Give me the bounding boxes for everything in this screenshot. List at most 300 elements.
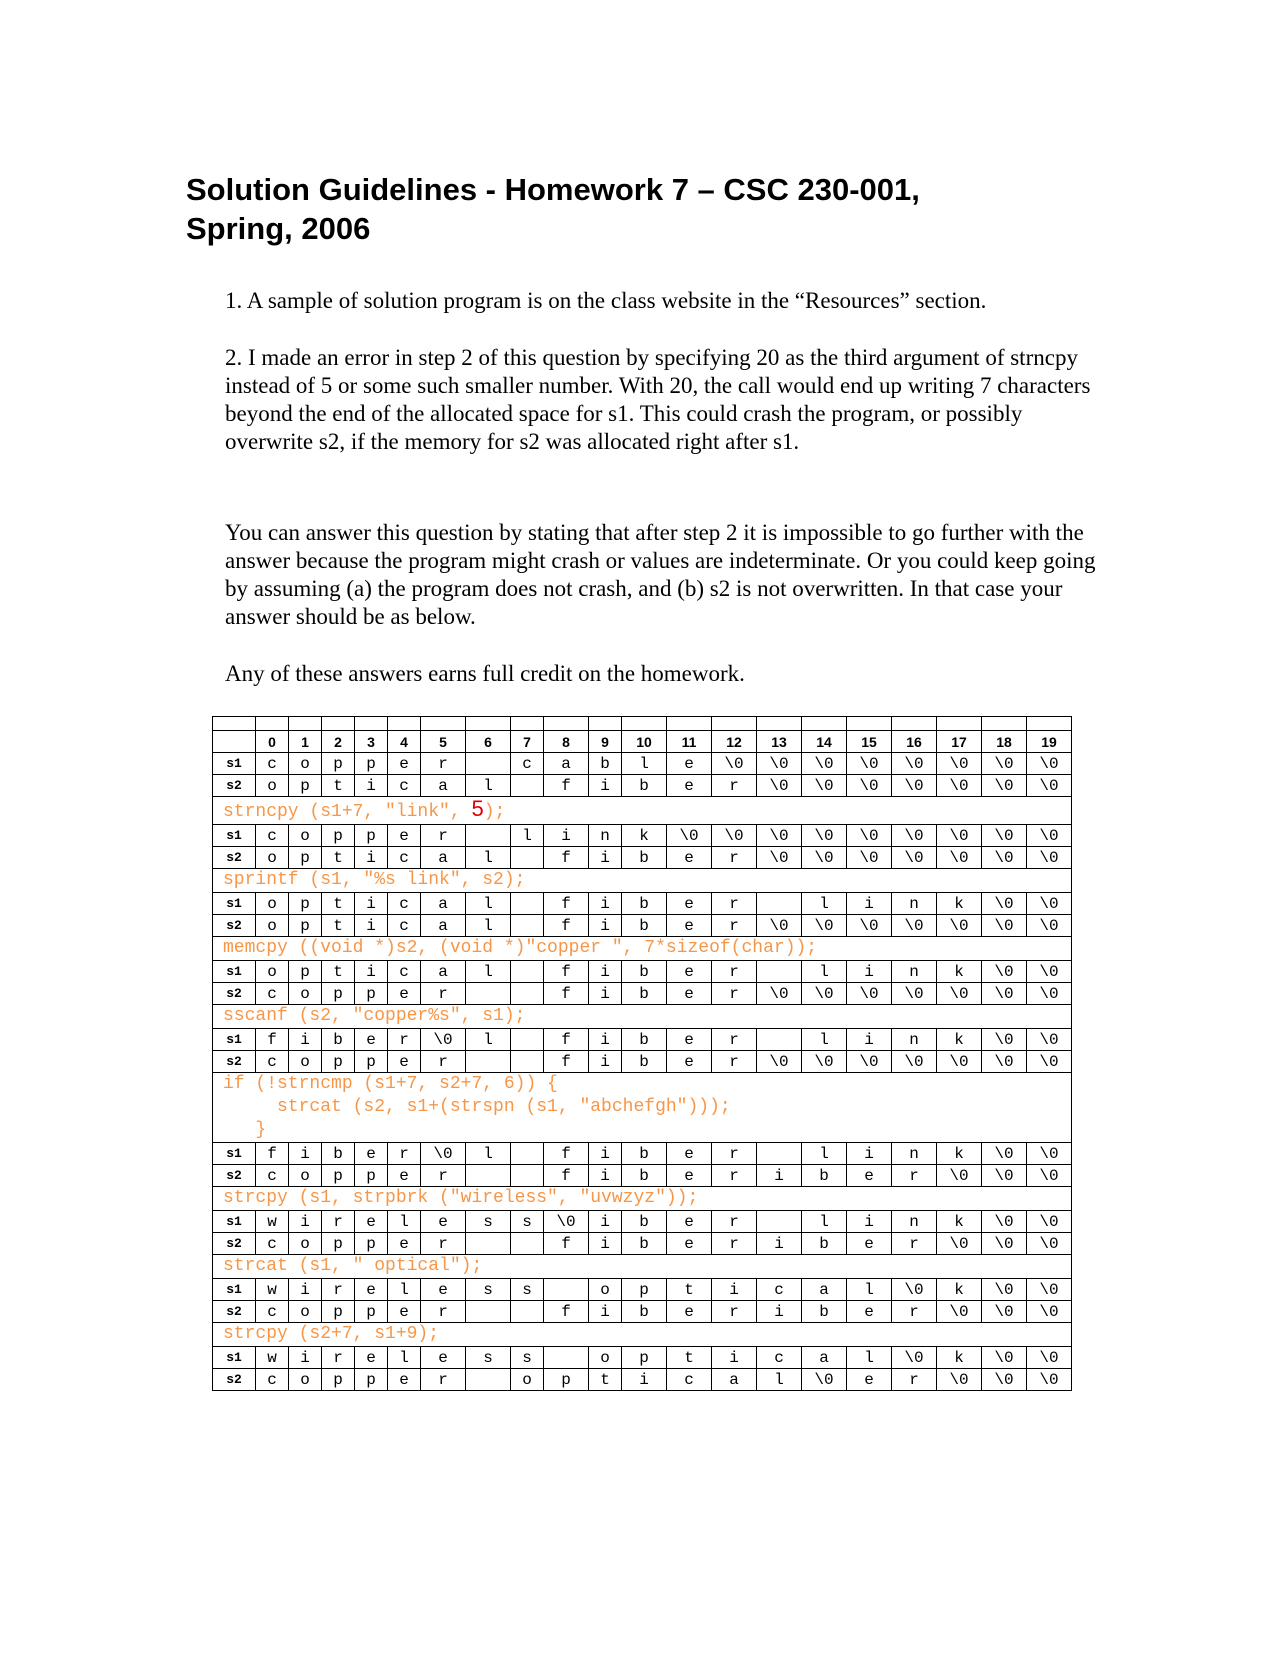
code-text: memcpy ((void *)s2, (void *)"copper ", 7*sizeof(char)); — [223, 938, 818, 958]
char-cell: o — [589, 1347, 622, 1369]
index-cell: 10 — [622, 731, 667, 753]
char-cell: s — [466, 1279, 511, 1301]
table-row — [213, 961, 1072, 983]
row-label: s1 — [213, 1279, 256, 1301]
char-cell: \0 — [892, 775, 937, 797]
char-cell: \0 — [847, 847, 892, 869]
char-cell: p — [355, 825, 388, 847]
table-row — [213, 1211, 1072, 1233]
char-cell: k — [937, 1279, 982, 1301]
char-cell: \0 — [544, 1211, 589, 1233]
char-cell: p — [355, 1051, 388, 1073]
code-row — [213, 1323, 1072, 1347]
char-cell: p — [322, 1051, 355, 1073]
char-cell: w — [256, 1211, 289, 1233]
char-cell: p — [289, 847, 322, 869]
char-cell: \0 — [892, 1279, 937, 1301]
index-cell: 11 — [667, 731, 712, 753]
char-cell: \0 — [757, 775, 802, 797]
char-cell: o — [511, 1369, 544, 1391]
blank-cell — [589, 717, 622, 731]
char-cell: p — [322, 983, 355, 1005]
char-cell: l — [847, 1347, 892, 1369]
char-cell: c — [256, 1301, 289, 1323]
blank-cell — [892, 717, 937, 731]
char-cell: o — [256, 847, 289, 869]
char-cell: \0 — [892, 1051, 937, 1073]
row-label: s1 — [213, 825, 256, 847]
char-cell: l — [466, 847, 511, 869]
char-cell: i — [289, 1211, 322, 1233]
char-cell: r — [421, 1051, 466, 1073]
code-row — [213, 1187, 1072, 1211]
row-label: s1 — [213, 1029, 256, 1051]
char-cell: \0 — [982, 893, 1027, 915]
table-row — [213, 847, 1072, 869]
char-cell: \0 — [847, 775, 892, 797]
char-cell — [466, 753, 511, 775]
char-cell: n — [892, 961, 937, 983]
char-cell: b — [622, 1211, 667, 1233]
blank-cell — [466, 717, 511, 731]
index-cell: 5 — [421, 731, 466, 753]
char-cell: f — [544, 893, 589, 915]
char-cell: \0 — [757, 915, 802, 937]
table-row — [213, 1143, 1072, 1165]
char-cell: p — [289, 775, 322, 797]
char-cell: \0 — [982, 1369, 1027, 1391]
char-cell: r — [892, 1233, 937, 1255]
char-cell: i — [712, 1279, 757, 1301]
char-cell: e — [388, 825, 421, 847]
char-cell: e — [355, 1143, 388, 1165]
char-cell: i — [847, 961, 892, 983]
char-cell: b — [622, 1233, 667, 1255]
char-cell: r — [322, 1279, 355, 1301]
char-cell: e — [667, 775, 712, 797]
char-cell: t — [322, 961, 355, 983]
char-cell: i — [355, 893, 388, 915]
char-cell: b — [622, 1143, 667, 1165]
char-cell: e — [667, 1165, 712, 1187]
char-cell: e — [421, 1211, 466, 1233]
char-cell: k — [937, 1347, 982, 1369]
char-cell: w — [256, 1279, 289, 1301]
char-cell: l — [466, 1143, 511, 1165]
char-cell: f — [544, 1051, 589, 1073]
paragraph-2: 2. I made an error in step 2 of this question by specifying 20 as the third argument of strncpy instead of 5 or some such smaller number. With 20, the call would end up writing 7 characters beyond the end of the allocated space for s1. This could crash the program, or possibly overwrite s2, if the memory for s2 was allocated right after s1. — [225, 345, 1091, 454]
char-cell — [511, 1165, 544, 1187]
char-cell: b — [802, 1301, 847, 1323]
char-cell: \0 — [847, 825, 892, 847]
char-cell: r — [712, 1051, 757, 1073]
table-row — [213, 1279, 1072, 1301]
char-cell: o — [289, 825, 322, 847]
code-text: strcpy (s2+7, s1+9); — [223, 1324, 440, 1344]
char-cell: r — [712, 893, 757, 915]
char-cell: r — [421, 1369, 466, 1391]
char-cell — [511, 1051, 544, 1073]
char-cell: n — [892, 1029, 937, 1051]
char-cell: r — [712, 983, 757, 1005]
row-label: s2 — [213, 847, 256, 869]
char-cell: \0 — [667, 825, 712, 847]
char-cell: l — [466, 1029, 511, 1051]
char-cell: c — [388, 775, 421, 797]
char-cell: r — [322, 1211, 355, 1233]
char-cell: p — [289, 961, 322, 983]
char-cell: c — [667, 1369, 712, 1391]
blank-cell — [937, 717, 982, 731]
table-row — [213, 1301, 1072, 1323]
index-cell: 12 — [712, 731, 757, 753]
char-cell: \0 — [1027, 983, 1072, 1005]
char-cell: e — [421, 1347, 466, 1369]
char-cell: o — [256, 775, 289, 797]
index-cell: 7 — [511, 731, 544, 753]
char-cell — [466, 1233, 511, 1255]
char-cell — [511, 1233, 544, 1255]
char-cell: r — [892, 1301, 937, 1323]
char-cell: r — [712, 1143, 757, 1165]
char-cell: \0 — [1027, 961, 1072, 983]
char-cell: o — [289, 1369, 322, 1391]
char-cell: i — [712, 1347, 757, 1369]
char-cell: l — [388, 1347, 421, 1369]
table-row — [213, 825, 1072, 847]
code-row — [213, 1255, 1072, 1279]
char-cell: r — [322, 1347, 355, 1369]
memory-table — [212, 716, 1072, 1391]
row-label: s2 — [213, 775, 256, 797]
char-cell: p — [322, 753, 355, 775]
char-cell: l — [622, 753, 667, 775]
char-cell: e — [667, 961, 712, 983]
char-cell: p — [322, 1165, 355, 1187]
char-cell — [757, 893, 802, 915]
char-cell: \0 — [937, 1051, 982, 1073]
char-cell: p — [289, 915, 322, 937]
char-cell: \0 — [982, 1347, 1027, 1369]
char-cell: t — [667, 1347, 712, 1369]
char-cell: i — [589, 1165, 622, 1187]
char-cell: o — [289, 1301, 322, 1323]
code-statement — [213, 1255, 1072, 1279]
char-cell: b — [622, 1301, 667, 1323]
char-cell: \0 — [712, 753, 757, 775]
char-cell: e — [667, 1233, 712, 1255]
char-cell: \0 — [712, 825, 757, 847]
char-cell: i — [589, 1301, 622, 1323]
char-cell: i — [589, 1211, 622, 1233]
char-cell: l — [802, 1211, 847, 1233]
row-label: s2 — [213, 1369, 256, 1391]
char-cell: b — [622, 775, 667, 797]
char-cell: \0 — [937, 753, 982, 775]
char-cell: i — [589, 775, 622, 797]
code-statement — [213, 1187, 1072, 1211]
char-cell — [466, 1301, 511, 1323]
char-cell: \0 — [1027, 847, 1072, 869]
row-label: s2 — [213, 915, 256, 937]
char-cell: e — [667, 847, 712, 869]
char-cell: s — [511, 1279, 544, 1301]
char-cell: i — [589, 893, 622, 915]
char-cell: p — [355, 1369, 388, 1391]
char-cell: a — [421, 915, 466, 937]
code-statement — [213, 1073, 1072, 1143]
paragraph-4: Any of these answers earns full credit on the homework. — [225, 661, 745, 686]
char-cell — [757, 1211, 802, 1233]
index-cell: 6 — [466, 731, 511, 753]
index-cell: 13 — [757, 731, 802, 753]
char-cell — [511, 847, 544, 869]
char-cell: k — [937, 1029, 982, 1051]
char-cell: r — [712, 1211, 757, 1233]
char-cell: b — [622, 1029, 667, 1051]
row-label: s2 — [213, 1051, 256, 1073]
code-statement — [213, 937, 1072, 961]
table-row — [213, 893, 1072, 915]
char-cell: l — [802, 1143, 847, 1165]
char-cell — [466, 1165, 511, 1187]
char-cell: \0 — [982, 1051, 1027, 1073]
char-cell: \0 — [847, 1051, 892, 1073]
char-cell: c — [388, 915, 421, 937]
char-cell: \0 — [937, 1165, 982, 1187]
char-cell — [466, 983, 511, 1005]
blank-cell — [802, 717, 847, 731]
blank-cell — [667, 717, 712, 731]
char-cell — [511, 775, 544, 797]
char-cell: \0 — [937, 825, 982, 847]
char-cell: b — [622, 893, 667, 915]
char-cell: l — [466, 775, 511, 797]
char-cell: k — [937, 961, 982, 983]
char-cell: i — [847, 893, 892, 915]
row-label: s2 — [213, 1233, 256, 1255]
code-statement — [213, 1005, 1072, 1029]
char-cell: o — [289, 983, 322, 1005]
char-cell: \0 — [892, 825, 937, 847]
char-cell: i — [589, 847, 622, 869]
char-cell: o — [289, 1233, 322, 1255]
char-cell: b — [622, 1165, 667, 1187]
char-cell: \0 — [757, 983, 802, 1005]
char-cell: \0 — [421, 1143, 466, 1165]
char-cell: b — [622, 847, 667, 869]
char-cell: f — [544, 961, 589, 983]
char-cell: r — [712, 961, 757, 983]
char-cell — [544, 1347, 589, 1369]
char-cell: f — [544, 847, 589, 869]
char-cell: \0 — [892, 1347, 937, 1369]
char-cell: i — [589, 1233, 622, 1255]
char-cell: i — [847, 1029, 892, 1051]
char-cell: \0 — [1027, 1369, 1072, 1391]
char-cell: e — [667, 1211, 712, 1233]
char-cell: \0 — [1027, 893, 1072, 915]
char-cell — [466, 1369, 511, 1391]
char-cell: e — [667, 753, 712, 775]
char-cell: c — [388, 847, 421, 869]
char-cell: \0 — [982, 1279, 1027, 1301]
char-cell: b — [589, 753, 622, 775]
char-cell: \0 — [847, 753, 892, 775]
char-cell: c — [388, 893, 421, 915]
char-cell: c — [256, 753, 289, 775]
blank-cell — [544, 717, 589, 731]
char-cell: l — [466, 915, 511, 937]
char-cell: e — [847, 1165, 892, 1187]
code-row — [213, 869, 1072, 893]
char-cell: \0 — [892, 915, 937, 937]
char-cell: i — [544, 825, 589, 847]
char-cell — [466, 825, 511, 847]
index-cell: 15 — [847, 731, 892, 753]
char-cell: e — [667, 1301, 712, 1323]
char-cell: \0 — [982, 753, 1027, 775]
table-row — [213, 1165, 1072, 1187]
char-cell: \0 — [1027, 1143, 1072, 1165]
blank-cell — [1027, 717, 1072, 731]
code-text: strncpy (s1+7, "link", — [223, 802, 472, 822]
char-cell: l — [847, 1279, 892, 1301]
char-cell: \0 — [982, 915, 1027, 937]
char-cell: i — [289, 1279, 322, 1301]
blank-cell — [213, 717, 256, 731]
index-corner-cell — [213, 731, 256, 753]
index-cell: 1 — [289, 731, 322, 753]
index-cell: 3 — [355, 731, 388, 753]
char-cell: \0 — [937, 1233, 982, 1255]
char-cell: i — [589, 961, 622, 983]
code-row — [213, 797, 1072, 825]
index-cell: 17 — [937, 731, 982, 753]
char-cell: p — [544, 1369, 589, 1391]
char-cell: s — [466, 1347, 511, 1369]
char-cell: \0 — [1027, 775, 1072, 797]
char-cell: e — [388, 1301, 421, 1323]
char-cell: c — [256, 983, 289, 1005]
char-cell: k — [937, 893, 982, 915]
char-cell: e — [388, 753, 421, 775]
char-cell: i — [289, 1029, 322, 1051]
char-cell: \0 — [847, 983, 892, 1005]
row-label: s1 — [213, 1347, 256, 1369]
char-cell: e — [667, 1051, 712, 1073]
char-cell: i — [589, 1143, 622, 1165]
char-cell: c — [511, 753, 544, 775]
code-row — [213, 937, 1072, 961]
char-cell: r — [712, 1029, 757, 1051]
char-cell: o — [289, 1165, 322, 1187]
char-cell — [511, 1029, 544, 1051]
char-cell: r — [421, 983, 466, 1005]
blank-cell — [322, 717, 355, 731]
char-cell: e — [388, 983, 421, 1005]
char-cell: \0 — [802, 1369, 847, 1391]
char-cell: p — [355, 1233, 388, 1255]
char-cell: r — [388, 1029, 421, 1051]
char-cell: a — [544, 753, 589, 775]
char-cell: f — [544, 983, 589, 1005]
char-cell: i — [757, 1301, 802, 1323]
code-statement — [213, 869, 1072, 893]
char-cell: i — [355, 847, 388, 869]
char-cell: i — [289, 1347, 322, 1369]
char-cell: p — [355, 983, 388, 1005]
char-cell — [511, 1143, 544, 1165]
char-cell: a — [421, 847, 466, 869]
char-cell — [466, 1051, 511, 1073]
char-cell: \0 — [982, 961, 1027, 983]
char-cell: t — [322, 847, 355, 869]
char-cell: e — [388, 1051, 421, 1073]
char-cell: \0 — [892, 847, 937, 869]
char-cell: \0 — [1027, 1211, 1072, 1233]
char-cell: \0 — [937, 1301, 982, 1323]
index-cell: 16 — [892, 731, 937, 753]
char-cell: e — [667, 893, 712, 915]
char-cell: \0 — [937, 775, 982, 797]
char-cell: i — [757, 1233, 802, 1255]
char-cell: o — [289, 1051, 322, 1073]
char-cell: t — [322, 893, 355, 915]
blank-cell — [355, 717, 388, 731]
char-cell: \0 — [1027, 1233, 1072, 1255]
char-cell: \0 — [802, 775, 847, 797]
char-cell: l — [466, 893, 511, 915]
table-row — [213, 1029, 1072, 1051]
char-cell: \0 — [1027, 1279, 1072, 1301]
char-cell: p — [622, 1279, 667, 1301]
char-cell: k — [622, 825, 667, 847]
char-cell: r — [712, 1301, 757, 1323]
char-cell: \0 — [892, 753, 937, 775]
char-cell — [757, 961, 802, 983]
char-cell: k — [937, 1211, 982, 1233]
char-cell: i — [847, 1143, 892, 1165]
char-cell: r — [712, 1233, 757, 1255]
char-cell: i — [589, 1029, 622, 1051]
char-cell: p — [322, 1233, 355, 1255]
char-cell: t — [667, 1279, 712, 1301]
char-cell: b — [622, 1051, 667, 1073]
char-cell: \0 — [421, 1029, 466, 1051]
char-cell: \0 — [982, 983, 1027, 1005]
char-cell: o — [256, 893, 289, 915]
char-cell: i — [355, 775, 388, 797]
char-cell: i — [589, 1051, 622, 1073]
blank-cell — [622, 717, 667, 731]
char-cell: e — [847, 1233, 892, 1255]
char-cell: \0 — [757, 847, 802, 869]
char-cell: c — [256, 1369, 289, 1391]
blank-cell — [847, 717, 892, 731]
char-cell: i — [847, 1211, 892, 1233]
table-blank-row — [213, 717, 1072, 731]
char-cell: \0 — [802, 1051, 847, 1073]
char-cell: a — [802, 1347, 847, 1369]
char-cell: b — [622, 961, 667, 983]
char-cell: e — [355, 1279, 388, 1301]
char-cell: s — [511, 1211, 544, 1233]
row-label: s1 — [213, 753, 256, 775]
blank-cell — [511, 717, 544, 731]
char-cell: \0 — [982, 1233, 1027, 1255]
document-title — [186, 170, 1086, 248]
